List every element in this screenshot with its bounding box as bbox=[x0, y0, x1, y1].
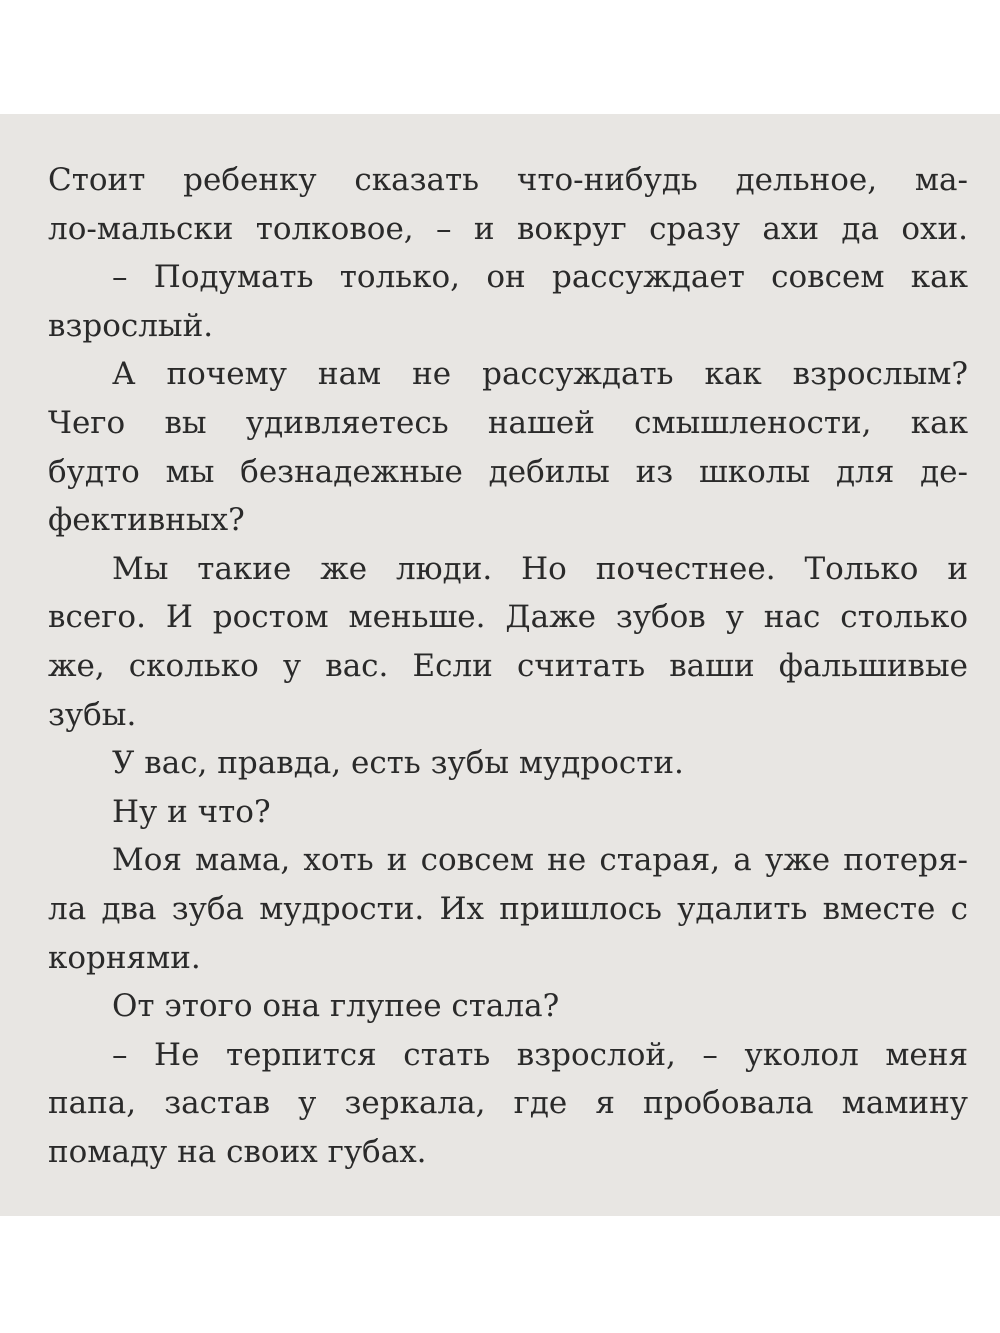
text-line: папа, застав у зеркала, где я пробовала мамину bbox=[48, 1085, 968, 1122]
text-line: От этого она глупее стала? bbox=[112, 988, 560, 1025]
text-line: зубы. bbox=[48, 696, 137, 733]
text-line: взрослый. bbox=[48, 307, 214, 344]
text-line: фективных? bbox=[48, 502, 245, 539]
text-line: Моя мама, хоть и совсем не старая, а уже потеря- bbox=[112, 842, 968, 879]
text-line: А почему нам не рассуждать как взрослым? bbox=[112, 356, 968, 393]
text-line: будто мы безнадежные дебилы из школы для де- bbox=[48, 453, 968, 490]
text-line: Ну и что? bbox=[112, 793, 271, 830]
text-line: У вас, правда, есть зубы мудрости. bbox=[112, 745, 684, 782]
page-text bbox=[48, 156, 968, 1176]
text-line: же, сколько у вас. Если считать ваши фальшивые bbox=[48, 647, 968, 684]
text-line: Стоит ребенку сказать что-нибудь дельное, ма- bbox=[48, 162, 968, 198]
text-line: всего. И ростом меньше. Даже зубов у нас столько bbox=[48, 599, 968, 636]
text-line: помаду на своих губах. bbox=[48, 1133, 427, 1170]
text-line: Чего вы удивляетесь нашей смышлености, как bbox=[48, 404, 968, 441]
text-line: Мы такие же люди. Но почестнее. Только и bbox=[112, 550, 968, 587]
text-line: корнями. bbox=[48, 939, 201, 976]
text-line: ла два зуба мудрости. Их пришлось удалить вместе с bbox=[48, 890, 968, 927]
text-line: ло-мальски толковое, – и вокруг сразу ахи да охи. bbox=[48, 210, 968, 247]
text-line: – Подумать только, он рассуждает совсем как bbox=[112, 259, 968, 296]
text-line: – Не терпится стать взрослой, – уколол меня bbox=[112, 1036, 968, 1073]
